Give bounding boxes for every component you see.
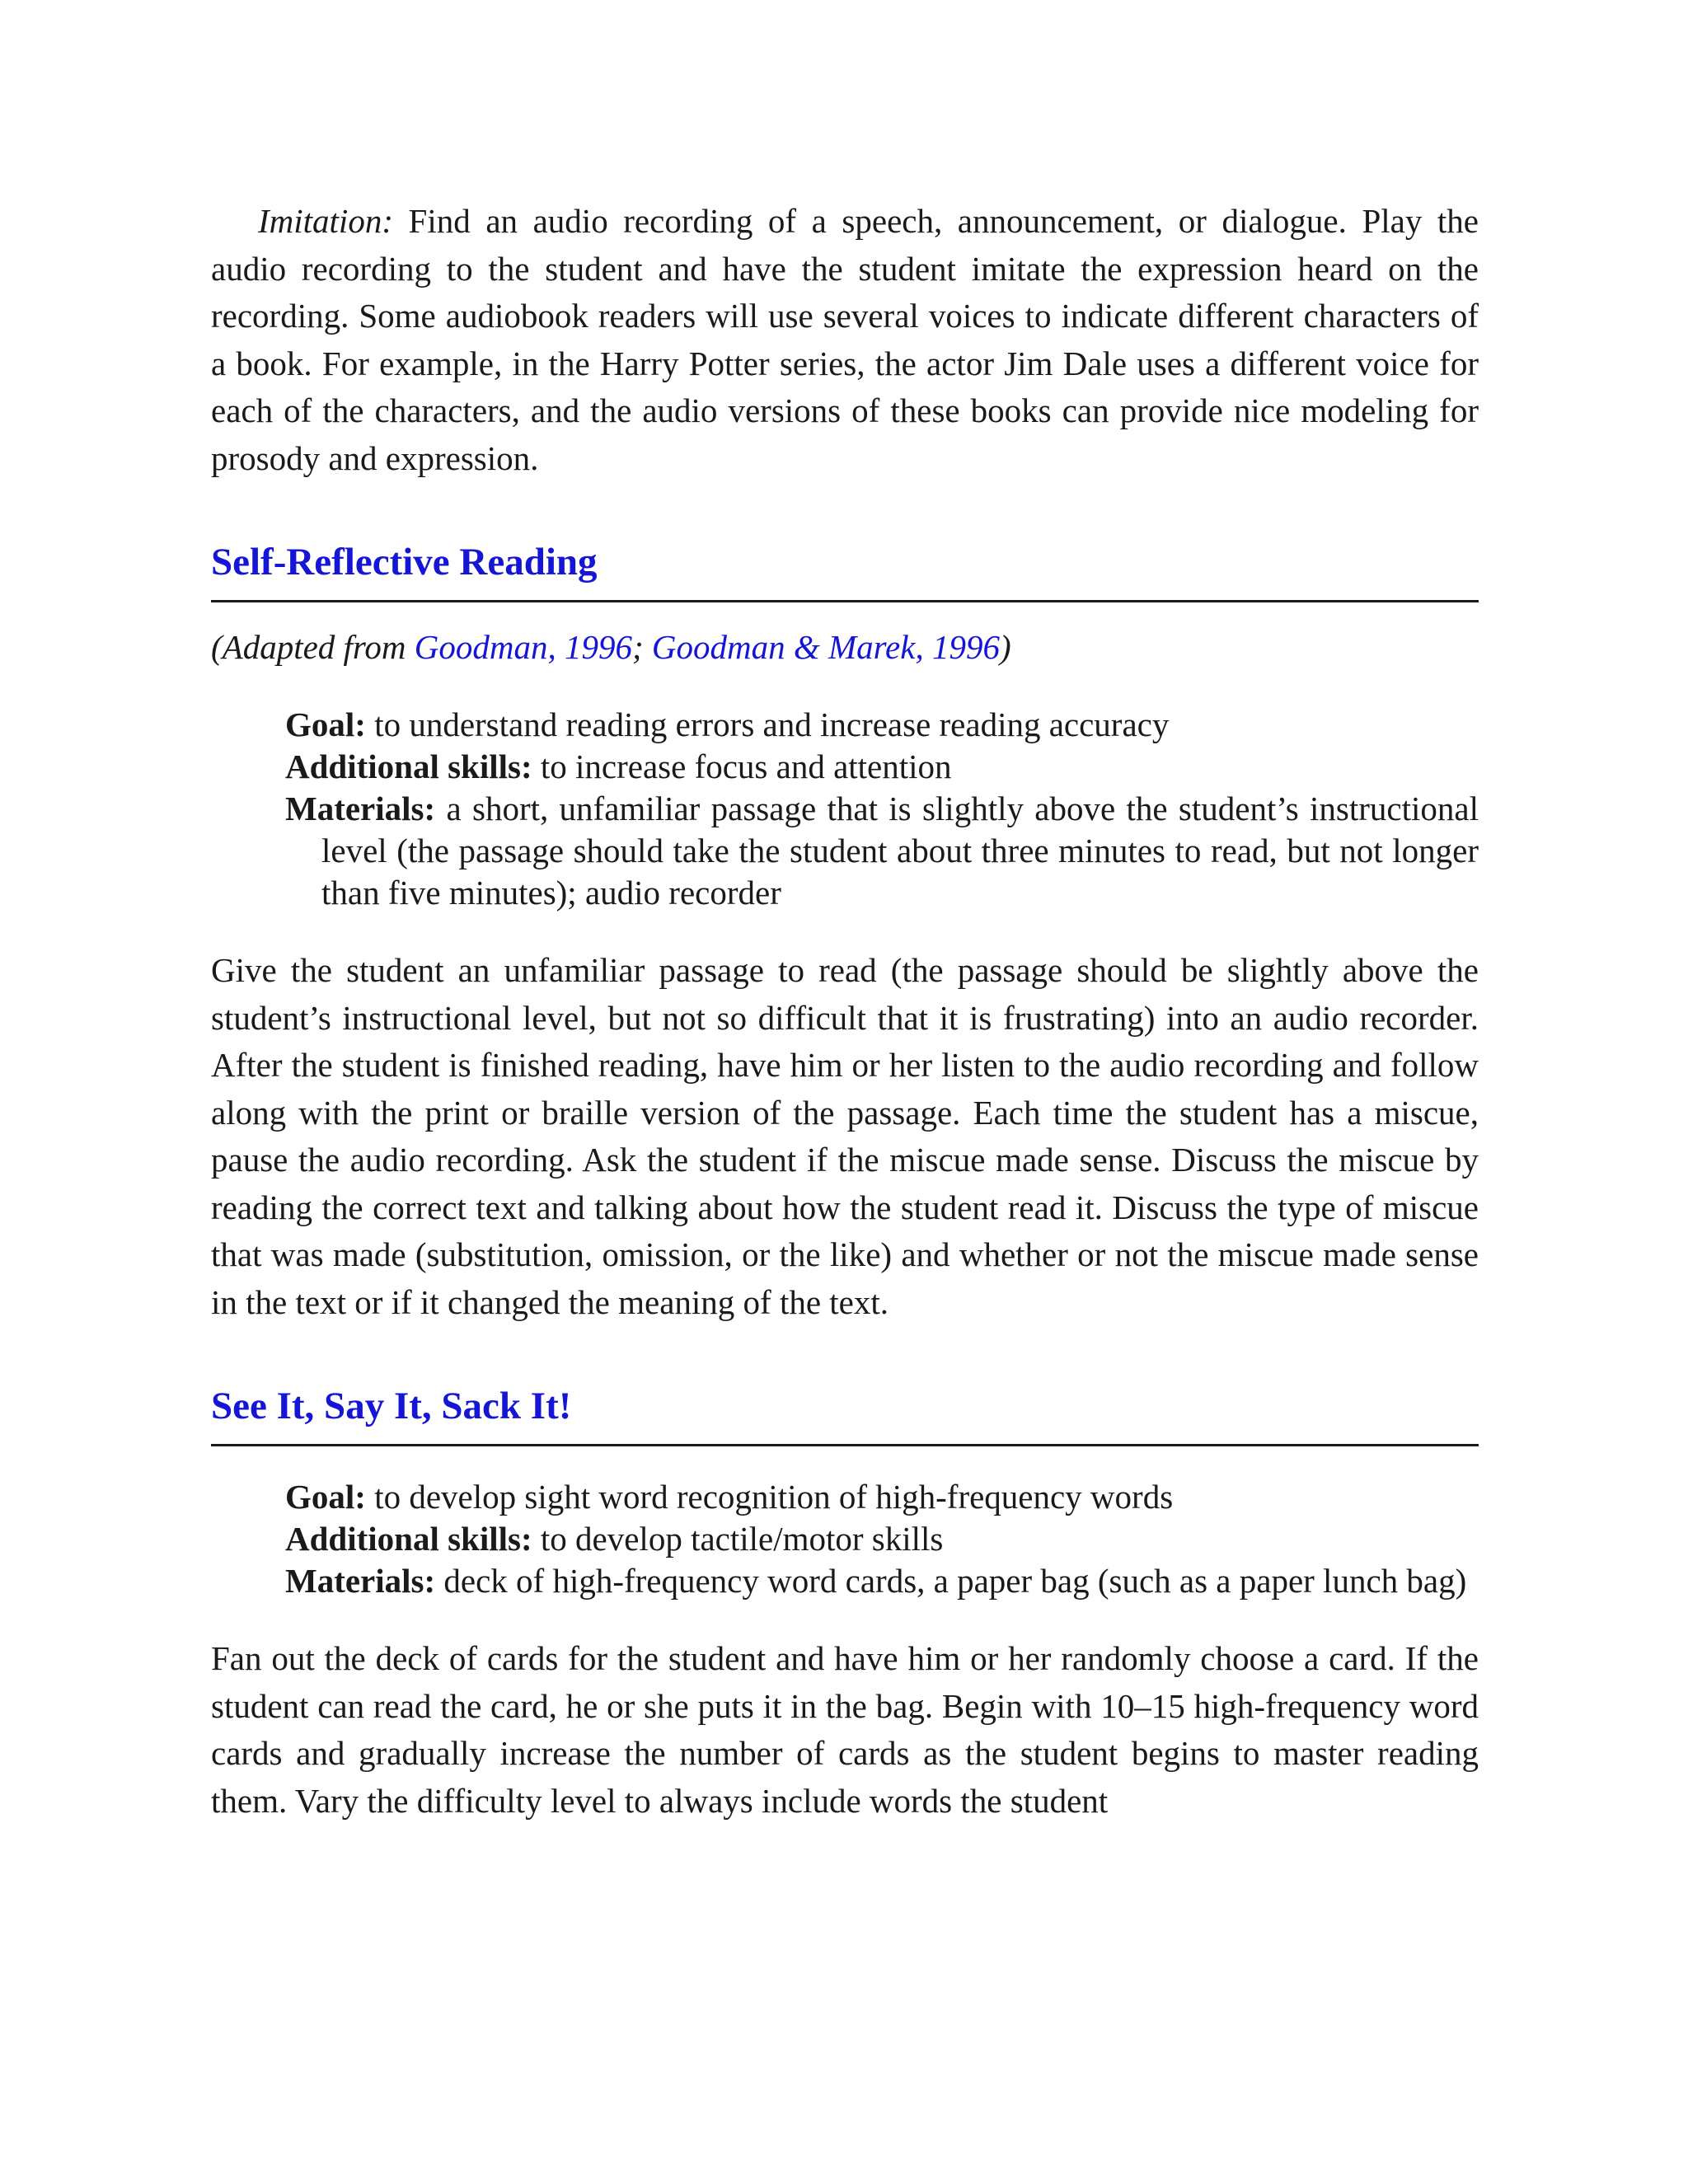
materials-label: Materials:: [285, 790, 436, 827]
source-separator: ;: [631, 628, 652, 666]
additional-skills-label: Additional skills:: [285, 1520, 532, 1558]
citation-link-goodman-1996[interactable]: Goodman, 1996: [414, 628, 632, 666]
imitation-lead-term: Imitation:: [258, 202, 393, 240]
goal-text: to understand reading errors and increase reading accuracy: [365, 705, 1170, 743]
goal-text: to develop sight word recognition of high-frequency words: [365, 1478, 1174, 1516]
self-reflective-body-paragraph: Give the student an unfamiliar passage to read (the passage should be slightly above the student’s instructional level, but not so difficult that it is frustrating) into an audio recorder. After the student is finished reading, have him or her listen to the audio recording and follow along with the print or braille version of the passage. Each time the student has a miscue, pause the audio recording. Ask the student if the miscue made sense. Discuss the miscue by reading the correct text and talking about how the student read it. Discuss the type of miscue that was made (substitution, omission, or the like) and whether or not the miscue made sense in the text or if it changed the meaning of the text.: [211, 951, 1479, 1321]
section-heading-see-it-say-it-sack-it: See It, Say It, Sack It!: [211, 1383, 1479, 1446]
source-suffix: ): [999, 628, 1011, 666]
citation-link-goodman-marek-1996[interactable]: Goodman & Marek, 1996: [651, 628, 1000, 666]
materials-text: a short, unfamiliar passage that is slightly above the student’s instructional level (the passage should take the student about three minutes to read, but not longer than five minutes); audio recorder: [321, 790, 1479, 912]
source-attribution: [211, 624, 1479, 671]
section-heading-self-reflective-reading: Self-Reflective Reading: [211, 539, 1479, 602]
see-it-say-it-body-paragraph: Fan out the deck of cards for the student and have him or her randomly choose a card. If the student can read the card, he or she puts it in the bag. Begin with 10–15 high-frequency word cards and gradually increase the number of cards as the student begins to master reading them. Vary the difficulty level to always include words the student: [211, 1639, 1479, 1820]
source-prefix: (Adapted from: [211, 628, 415, 666]
materials-label: Materials:: [285, 1562, 436, 1600]
materials-row: [285, 788, 1479, 914]
additional-skills-row: [285, 746, 1479, 788]
activity-details: [285, 1476, 1479, 1602]
imitation-text: Find an audio recording of a speech, announcement, or dialogue. Play the audio recording to the student and have the student imitate the expression heard on the recording. Some audiobook readers will use several voices to indicate different characters of a book. For example, in the Harry Potter series, the actor Jim Dale uses a different voice for each of the characters, and the audio versions of these books can provide nice modeling for prosody and expression.: [211, 202, 1479, 477]
additional-skills-text: to develop tactile/motor skills: [532, 1520, 944, 1558]
imitation-paragraph: [211, 198, 1479, 482]
materials-row: [285, 1560, 1479, 1602]
goal-row: [285, 704, 1479, 746]
additional-skills-label: Additional skills:: [285, 748, 532, 785]
additional-skills-row: [285, 1518, 1479, 1560]
materials-text: deck of high-frequency word cards, a paper bag (such as a paper lunch bag): [435, 1562, 1467, 1600]
goal-label: Goal:: [285, 705, 366, 743]
goal-row: [285, 1476, 1479, 1518]
goal-label: Goal:: [285, 1478, 366, 1516]
document-page: [211, 198, 1479, 1825]
additional-skills-text: to increase focus and attention: [532, 748, 952, 785]
activity-details: [285, 704, 1479, 914]
